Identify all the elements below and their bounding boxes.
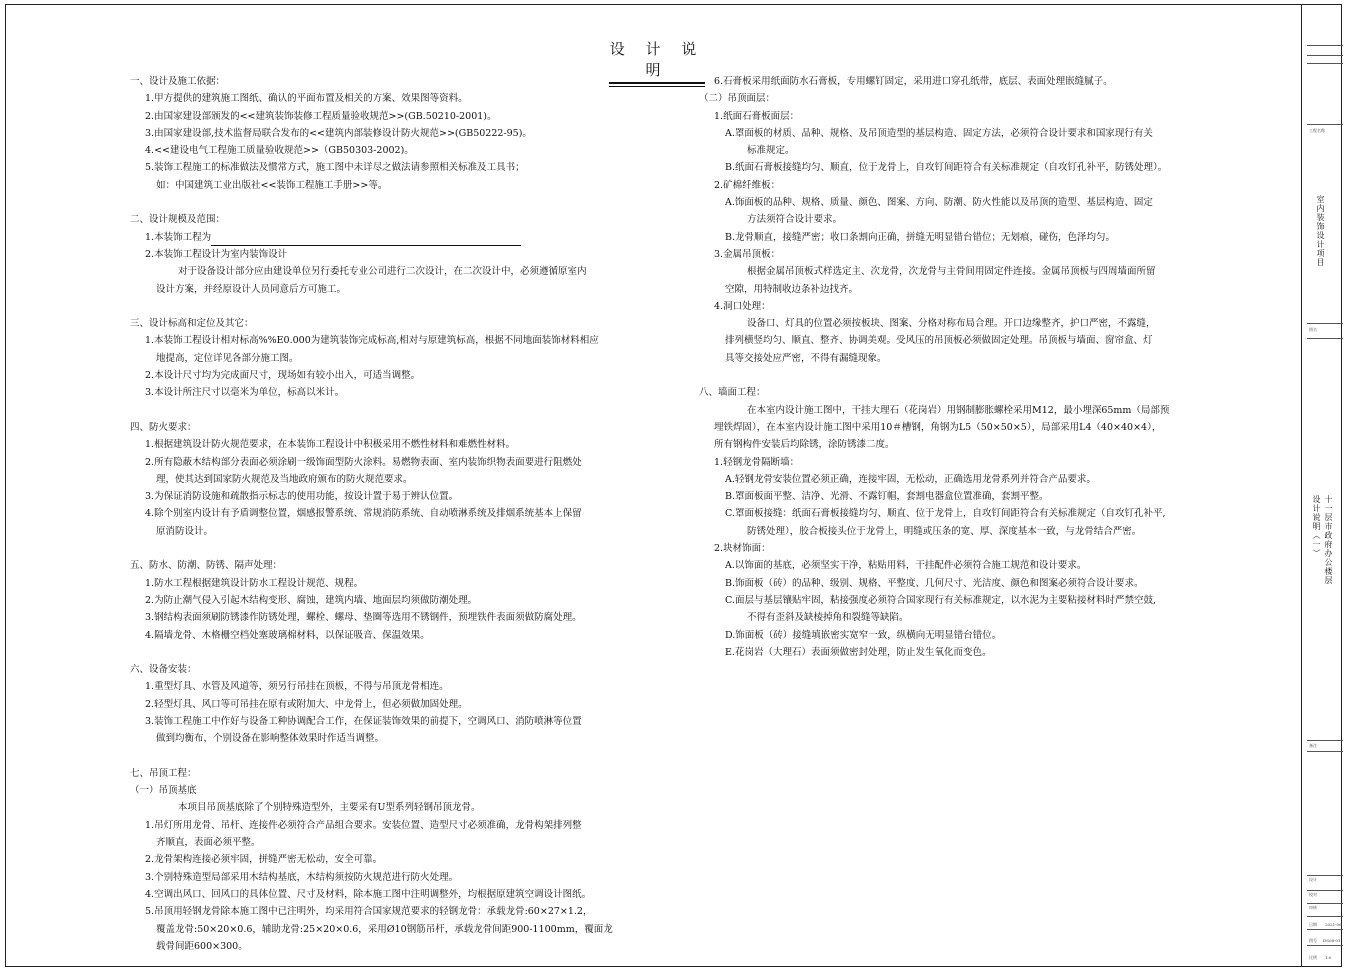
blank-line: [130, 644, 635, 661]
note-line: [130, 627, 635, 644]
note-text: 1.吊灯所用龙骨、吊杆、连接件必须符合产品组合要求。安装位置、造型尺寸必须准确，龙骨构架排列整: [145, 819, 582, 831]
note-text: 2.块材饰面：: [714, 543, 771, 555]
note-text: 三、设计标高和定位及其它：: [130, 318, 254, 330]
section-heading: [130, 419, 635, 436]
note-line: [699, 488, 1219, 505]
note-line: [699, 557, 1219, 574]
note-line: [130, 834, 635, 851]
note-line: [699, 108, 1219, 125]
note-line: [130, 125, 635, 142]
note-line: [130, 108, 635, 125]
note-text: 具等交接处应严密，不得有漏缝现象。: [725, 352, 887, 364]
note-line: [699, 125, 1219, 142]
note-line: [130, 436, 635, 453]
title-block: 工程名称 室内装饰设计项目 图名 十一层市政府办公楼层 设计说明（一） 备注 设计 校对 审核 日期 2021-06 图号 DS08-01 比例 1:0: [1303, 5, 1343, 966]
note-text: 4.隔墙龙骨、木格栅空档处塞玻璃棉材料，以保证吸音、保温效果。: [145, 629, 430, 641]
note-text: 3.由国家建设部,技术监督局联合发布的<<建筑内部装修设计防火规范>>(GB50222-95)。: [145, 127, 532, 139]
blank-line: [699, 367, 1219, 384]
section-heading: [699, 90, 1219, 107]
note-text: 1.本装饰工程设计相对标高%%E0.000为建筑装饰完成标高,相对与原建筑标高，根据不同地面装饰材料相应: [145, 335, 599, 347]
note-line: [699, 540, 1219, 557]
note-line: [699, 523, 1219, 540]
note-text: 原消防设计。: [156, 525, 214, 537]
note-text: A.以饰面的基底，必须坚实干净，粘贴用料，干挂配件必须符合施工规范和设计要求。: [725, 560, 1087, 572]
note-line: [130, 678, 635, 695]
note-line: [130, 281, 635, 298]
blank-line: [130, 748, 635, 765]
blank-line: [130, 402, 635, 419]
note-line: [699, 575, 1219, 592]
note-text: A.轻钢龙骨安装位置必须正确，连接牢固，无松动，正确选用龙骨系列并符合产品要求。: [725, 473, 1096, 485]
section-heading: [130, 765, 635, 782]
drawing-sheet: [5, 4, 1342, 967]
note-text: 1.根据建筑设计防火规范要求，在本装饰工程设计中积极采用不燃性材料和难燃性材料。: [145, 439, 516, 451]
note-line: [130, 938, 635, 955]
note-line: [130, 159, 635, 176]
note-line: [130, 471, 635, 488]
note-text: 1.本装饰工程为: [145, 231, 212, 243]
note-text: 1.防水工程根据建筑设计防水工程设计规范、规程。: [145, 577, 364, 589]
note-line: [130, 384, 635, 401]
note-line: [130, 90, 635, 107]
note-text: A.罩面板的材质、品种、规格、及吊顶造型的基层构造、固定方法，必须符合设计要求和国家现行有关: [725, 127, 1153, 139]
note-text: 一、设计及施工依据：: [130, 76, 226, 87]
note-text: 不得有歪斜及缺棱掉角和裂缝等缺陷。: [747, 612, 909, 624]
note-line: [130, 592, 635, 609]
note-text: E.花岗岩（大理石）表面须做密封处理，防止发生氧化而变色。: [725, 646, 992, 658]
section-heading: [699, 384, 1219, 401]
note-text: 设备口、灯具的位置必须按板块、图案、分格对称布局合理。开口边缘整齐，护口严密，不露缝，: [747, 318, 1156, 330]
note-line: [699, 609, 1219, 626]
note-text: B.饰面板（砖）的品种、级别、规格、平整度、几何尺寸、光洁度、颜色和图案必须符合设计要求。: [725, 577, 1144, 589]
note-text: 防锈处理），胶合板接头位于龙骨上，明缝或压条的宽、厚、深度基本一致，与龙骨结合严密。: [747, 525, 1142, 537]
note-text: 3.本设计所注尺寸以毫米为单位，标高以米计。: [145, 387, 345, 399]
note-line: [130, 799, 635, 816]
note-text: 5.装饰工程施工的标准做法及惯常方式，施工图中未详尽之做法请参照相关标准及工具书；: [145, 162, 525, 174]
note-text: 2.所有隐蔽木结构部分表面必须涂刷一级饰面型防火涂料。易燃物表面、室内装饰织物表面要进行阻燃处: [145, 456, 582, 468]
scale-value: 1:0: [1325, 955, 1332, 960]
note-text: B.罩面板面平整、洁净、光滑、不露钉帽，套割电器盒位置准确，套割平整。: [725, 491, 1049, 503]
note-line: [130, 523, 635, 540]
note-line: [699, 142, 1219, 159]
note-text: 2.矿棉纤维板：: [714, 179, 781, 191]
note-line: [130, 851, 635, 868]
note-text: 5.吊顶用轻钢龙骨除本施工图中已注明外，均采用符合国家规范要求的轻钢龙骨：承载龙骨:60×27×1.2，: [145, 906, 593, 918]
date-value: 2021-06: [1325, 922, 1342, 927]
note-line: [699, 454, 1219, 471]
note-text: 空隙，用特制收边条补边找齐。: [725, 283, 859, 295]
note-text: （一）吊顶基底: [130, 785, 197, 797]
note-line: [699, 419, 1219, 436]
note-line: [699, 644, 1219, 661]
note-line: [130, 367, 635, 384]
page-title: 设 计 说 明: [609, 38, 705, 84]
note-text: 八、墙面工程：: [699, 387, 766, 399]
note-text: 在本室内设计施工图中，干挂大理石（花岗岩）用钢制膨胀螺栓采用M12，最小埋深65mm（局部预: [747, 404, 1170, 416]
note-text: 载骨间距600×300。: [156, 940, 248, 952]
note-text: 地提高，定位详见各部分施工图。: [156, 352, 299, 364]
note-line: [130, 263, 635, 280]
note-line: [130, 177, 635, 194]
note-line: [699, 159, 1219, 176]
note-text: 3.装饰工程施工中作好与设备工种协调配合工作，在保证装饰效果的前提下，空调风口、消防喷淋等位置: [145, 715, 582, 727]
note-text: 设计方案，并经原设计人员同意后方可施工。: [156, 283, 347, 295]
note-line: [130, 886, 635, 903]
note-text: 4.除个别室内设计有予盾调整位置，烟感报警系统、常规消防系统、自动喷淋系统及排烟系统基本上保留: [145, 508, 582, 520]
note-text: D.饰面板（砖）接缝填嵌密实宽窄一致，纵横向无明显错台错位。: [725, 629, 1002, 641]
note-line: [130, 350, 635, 367]
note-text: 6.石膏板采用纸面防水石膏板，专用螺钉固定，采用进口穿孔纸带，底层、表面处理嵌缝腻子。: [714, 76, 1113, 87]
note-line: [699, 350, 1219, 367]
note-text: 4.<<建设电气工程施工质量验收规范>>（GB50303-2002)。: [145, 145, 414, 157]
note-line: [130, 575, 635, 592]
section-heading: [130, 661, 635, 678]
note-line: [130, 921, 635, 938]
note-line: [130, 713, 635, 730]
note-text: （二）吊顶面层：: [699, 93, 776, 105]
notes-area: [6, 5, 1302, 966]
note-text: 1.甲方提供的建筑施工图纸、确认的平面布置及相关的方案、效果图等资料。: [145, 93, 468, 105]
note-text: 五、防水、防潮、防锈、隔声处理：: [130, 560, 283, 572]
section-heading: [130, 557, 635, 574]
note-text: 3.钢结构表面须刷防锈漆作防锈处理，螺栓、螺母、垫圈等选用不锈钢件，预埋铁件表面须做防腐处理。: [145, 612, 582, 624]
note-text: 2.本装饰工程设计为室内装饰设计: [145, 248, 288, 260]
left-notes-column: [130, 73, 635, 955]
note-line: [130, 730, 635, 747]
note-text: 4.空调出风口、回风口的具体位置、尺寸及材料，除本施工图中注明调整外，均根据原建筑空调设计图纸。: [145, 888, 592, 900]
note-text: 七、吊顶工程：: [130, 767, 197, 779]
right-notes-column: [699, 73, 1219, 661]
note-text: 二、设计规模及范围：: [130, 214, 226, 226]
fill-in-blank: [211, 235, 521, 246]
blank-line: [130, 298, 635, 315]
note-text: 2.轻型灯具、风口等可吊挂在原有或附加大、中龙骨上，但必须做加固处理。: [145, 698, 468, 710]
section-heading: [130, 315, 635, 332]
note-text: 根据金属吊顶板式样选定主、次龙骨，次龙骨与主骨间用固定件连接。金属吊顶板与四周墙面所留: [747, 266, 1156, 278]
note-line: [130, 246, 635, 263]
note-text: 1.纸面石膏板面层：: [714, 110, 800, 122]
note-line: [130, 488, 635, 505]
note-text: B.龙骨顺直，接缝严密；收口条割向正确，拼缝无明显错台错位；无划痕，碰伤，色泽均匀。: [725, 231, 1116, 243]
note-text: 3.金属吊顶板：: [714, 248, 781, 260]
note-text: 所有钢构件安装后均除锈，涂防锈漆二度。: [714, 439, 895, 451]
drawing-label: 十一层市政府办公楼层 设计说明（一）: [1312, 495, 1333, 585]
section-heading: [130, 782, 635, 799]
note-line: [699, 281, 1219, 298]
note-line: [699, 298, 1219, 315]
note-line: [699, 471, 1219, 488]
note-text: 2.为防止潮气侵入引起木结构变形、腐蚀，建筑内墙、地面层均须做防潮处理。: [145, 594, 478, 606]
note-line: [699, 246, 1219, 263]
note-text: C.面层与基层镶贴牢固，粘接强度必须符合国家现行有关标准规定，以水泥为主要粘接材料时严禁空鼓,: [725, 594, 1156, 606]
note-text: 3.为保证消防设施和疏散指示标志的使用功能，按设计置于易于辨认位置。: [145, 491, 459, 503]
note-text: 排列横竖均匀、顺直、整齐、协调美观。受风压的吊顶板必须做固定处理。吊顶板与墙面、窗帘盒、灯: [725, 335, 1153, 347]
project-label: 室内装饰设计项目: [1316, 195, 1325, 267]
note-text: 理，使其达到国家防火规范及当地政府颁布的防火规范要求。: [156, 473, 413, 485]
note-text: 标准规定。: [747, 145, 795, 157]
note-text: B.纸面石膏板接缝均匀、顺直，位于龙骨上，自攻钉间距符合有关标准规定（自攻钉孔补平，防锈处理）。: [725, 162, 1168, 174]
section-heading: [130, 73, 635, 90]
note-line: [699, 315, 1219, 332]
note-text: 2.由国家建设部颁发的<<建筑装饰装修工程质量验收规范>>(GB.50210-2001)。: [145, 110, 497, 122]
note-line: [130, 817, 635, 834]
note-text: 对于设备设计部分应由建设单位另行委托专业公司进行二次设计，在二次设计中，必须遵循原室内: [178, 266, 587, 278]
note-line: [699, 263, 1219, 280]
note-text: 做到均衡布，个别设备在影响整体效果时作适当调整。: [156, 733, 385, 745]
section-heading: [130, 211, 635, 228]
note-line: [699, 505, 1219, 522]
note-line: [699, 592, 1219, 609]
note-line: [699, 73, 1219, 90]
note-text: 1.轻钢龙骨隔断墙：: [714, 456, 800, 468]
note-line: [699, 402, 1219, 419]
note-line: [130, 229, 635, 246]
note-text: 覆盖龙骨:50×20×0.6，辅助龙骨:25×20×0.6，采用Ø10钢筋吊杆，承载龙骨间距900-1100mm，覆面龙: [156, 923, 613, 935]
drawing-number: DS08-01: [1323, 938, 1341, 943]
note-text: A.饰面板的品种、规格、质量、颜色、图案、方向、防潮、防火性能以及吊顶的造型、基层构造、固定: [725, 197, 1153, 209]
note-text: 1.重型灯具、水管及风道等，须另行吊挂在顶板，不得与吊顶龙骨相连。: [145, 681, 449, 693]
note-line: [130, 696, 635, 713]
note-text: 齐顺直，表面必须平整。: [156, 837, 261, 849]
note-text: 3.个别特殊造型局部采用木结构基底，木结构须按防火规范进行防火处理。: [145, 871, 459, 883]
note-line: [699, 229, 1219, 246]
note-line: [130, 505, 635, 522]
note-text: 方法须符合设计要求。: [747, 214, 843, 226]
blank-line: [130, 540, 635, 557]
note-line: [699, 627, 1219, 644]
note-line: [130, 609, 635, 626]
note-line: [699, 177, 1219, 194]
note-text: C.罩面板接缝：纸面石膏板接缝均匀、顺直、位于龙骨上，自攻钉间距符合有关标准规定（自攻钉孔补平,: [725, 508, 1166, 520]
note-text: 六、设备安装：: [130, 664, 197, 676]
note-text: 4.洞口处理：: [714, 300, 771, 312]
note-text: 四、防火要求：: [130, 421, 197, 433]
note-line: [130, 454, 635, 471]
note-line: [130, 142, 635, 159]
note-line: [130, 903, 635, 920]
note-line: [699, 436, 1219, 453]
note-text: 2.本设计尺寸均为完成面尺寸，现场如有较小出入，可适当调整。: [145, 370, 421, 382]
blank-line: [130, 194, 635, 211]
note-text: 如：中国建筑工业出版社<<装饰工程施工手册>>等。: [156, 179, 388, 191]
note-line: [699, 332, 1219, 349]
note-text: 埋铁焊固），在本室内设计施工图中采用10＃槽钢，角钢为L5（50×50×5），局部采用L4（40×40×4），: [714, 421, 1162, 433]
note-line: [699, 194, 1219, 211]
note-line: [699, 211, 1219, 228]
note-text: 2.龙骨架构连接必须牢固，拼缝严密无松动，安全可靠。: [145, 854, 383, 866]
note-text: 本项目吊顶基底除了个别特殊造型外，主要采有U型系列轻钢吊顶龙骨。: [178, 802, 481, 814]
note-line: [130, 332, 635, 349]
note-line: [130, 869, 635, 886]
